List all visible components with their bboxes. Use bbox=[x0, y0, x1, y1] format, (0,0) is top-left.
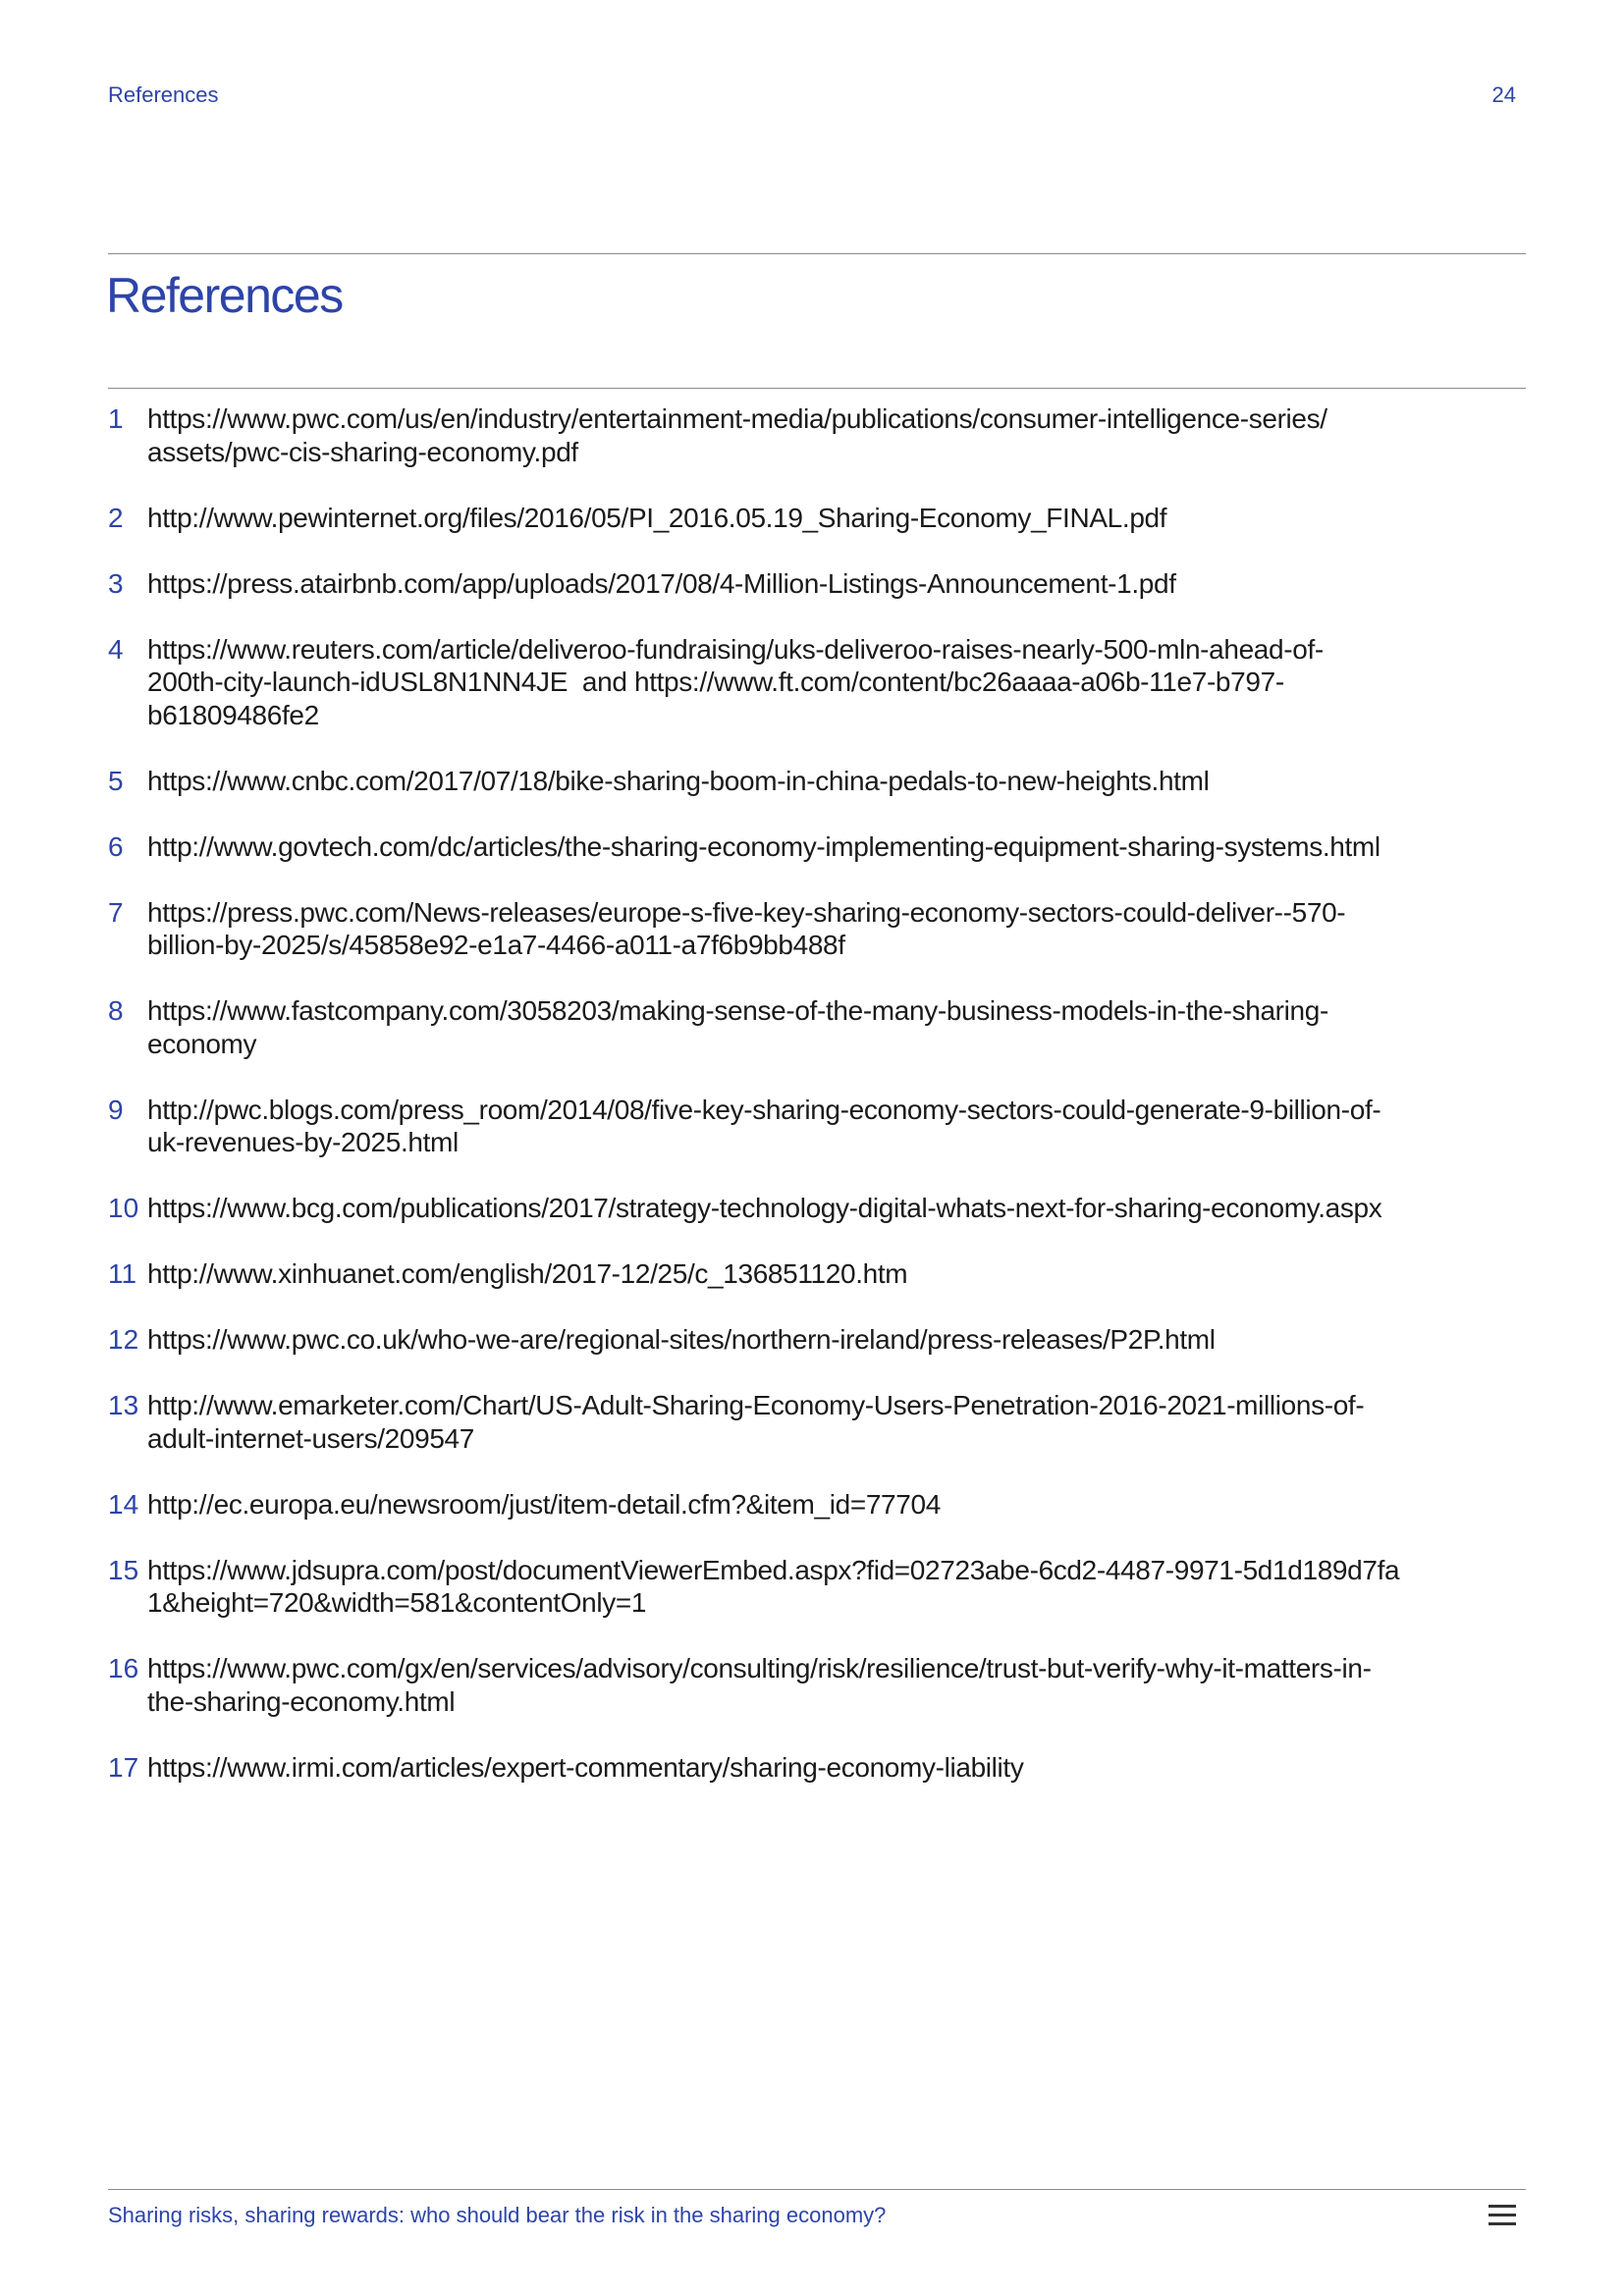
reference-item bbox=[108, 830, 1526, 864]
reference-link[interactable]: https://www.pwc.com/us/en/industry/entertainment-media/publications/consumer-intelligence-series/ assets/pwc-cis-sharing-economy.pdf bbox=[147, 403, 1327, 467]
reference-link[interactable]: https://press.pwc.com/News-releases/europe-s-five-key-sharing-economy-sectors-could-deliver--570- billion-by-2025/s/45858e92-e1a7-4466-a011-a7f6b9bb488f bbox=[147, 896, 1346, 960]
reference-item bbox=[108, 994, 1526, 1060]
reference-link[interactable]: http://www.govtech.com/dc/articles/the-sharing-economy-implementing-equipment-sharing-systems.html bbox=[147, 830, 1380, 862]
reference-item bbox=[108, 1652, 1526, 1718]
reference-number: 9 bbox=[108, 1094, 124, 1125]
top-divider bbox=[108, 253, 1526, 254]
reference-link[interactable]: https://www.jdsupra.com/post/documentViewerEmbed.aspx?fid=02723abe-6cd2-4487-9971-5d1d189d7fa 1&height=720&width=581&contentOnly=1 bbox=[147, 1554, 1400, 1618]
reference-link[interactable]: https://www.bcg.com/publications/2017/strategy-technology-digital-whats-next-for-sharing-economy.aspx bbox=[147, 1193, 1382, 1223]
reference-number: 14 bbox=[108, 1488, 139, 1520]
reference-item bbox=[108, 765, 1526, 798]
reference-number: 4 bbox=[108, 633, 124, 665]
footer-document-title: Sharing risks, sharing rewards: who should bear the risk in the sharing economy? bbox=[108, 2203, 887, 2227]
page-title: References bbox=[106, 268, 343, 323]
reference-item bbox=[108, 402, 1526, 468]
reference-number: 8 bbox=[108, 995, 124, 1026]
reference-link[interactable]: https://www.irmi.com/articles/expert-commentary/sharing-economy-liability bbox=[147, 1751, 1024, 1783]
reference-link[interactable]: http://www.xinhuanet.com/english/2017-12/25/c_136851120.htm bbox=[147, 1258, 908, 1289]
reference-item bbox=[108, 502, 1526, 535]
reference-number: 11 bbox=[108, 1258, 137, 1289]
hamburger-menu-icon[interactable] bbox=[1489, 2205, 1516, 2226]
footer-divider bbox=[108, 2189, 1526, 2190]
reference-link[interactable]: https://www.reuters.com/article/deliveroo-fundraising/uks-deliveroo-raises-nearly-500-mln-ahead-of- 200th-city-launch-idUSL8N1NN4JE and https://www.ft.com/content/bc26aaaa-a06b-11e7-b797- b61809486fe2 bbox=[147, 633, 1324, 730]
reference-item bbox=[108, 1192, 1526, 1225]
reference-item bbox=[108, 1751, 1526, 1785]
reference-item bbox=[108, 1389, 1526, 1455]
reference-number: 2 bbox=[108, 502, 124, 533]
reference-item bbox=[108, 633, 1526, 732]
reference-number: 15 bbox=[108, 1554, 139, 1585]
reference-number: 5 bbox=[108, 765, 124, 796]
running-header-section: References bbox=[108, 82, 219, 107]
reference-item bbox=[108, 1094, 1526, 1159]
reference-link[interactable]: https://www.pwc.com/gx/en/services/advisory/consulting/risk/resilience/trust-but-verify-why-it-matters-in- the-sharing-economy.html bbox=[147, 1653, 1372, 1717]
reference-number: 3 bbox=[108, 567, 124, 599]
title-divider bbox=[108, 388, 1526, 389]
reference-number: 12 bbox=[108, 1324, 139, 1355]
reference-number: 6 bbox=[108, 830, 124, 862]
reference-link[interactable]: http://pwc.blogs.com/press_room/2014/08/five-key-sharing-economy-sectors-could-generate-9-billion-of- uk-revenues-by-2025.html bbox=[147, 1094, 1381, 1157]
reference-link[interactable]: https://www.cnbc.com/2017/07/18/bike-sharing-boom-in-china-pedals-to-new-heights.html bbox=[147, 765, 1210, 796]
reference-link[interactable]: https://press.atairbnb.com/app/uploads/2017/08/4-Million-Listings-Announcement-1.pdf bbox=[147, 567, 1176, 599]
reference-number: 7 bbox=[108, 896, 124, 928]
reference-number: 1 bbox=[108, 403, 124, 434]
reference-list bbox=[108, 402, 1526, 1817]
reference-number: 17 bbox=[108, 1751, 139, 1783]
reference-link[interactable]: https://www.pwc.co.uk/who-we-are/regional-sites/northern-ireland/press-releases/P2P.html bbox=[147, 1324, 1216, 1355]
reference-item bbox=[108, 1323, 1526, 1357]
page-number: 24 bbox=[1491, 82, 1516, 107]
reference-number: 16 bbox=[108, 1653, 139, 1683]
reference-item bbox=[108, 1488, 1526, 1522]
reference-item bbox=[108, 567, 1526, 601]
reference-link[interactable]: http://ec.europa.eu/newsroom/just/item-detail.cfm?&item_id=77704 bbox=[147, 1488, 941, 1520]
reference-number: 10 bbox=[108, 1193, 139, 1223]
reference-item bbox=[108, 1554, 1526, 1620]
reference-number: 13 bbox=[108, 1390, 139, 1420]
reference-link[interactable]: http://www.emarketer.com/Chart/US-Adult-Sharing-Economy-Users-Penetration-2016-2021-millions-of- adult-internet-users/209547 bbox=[147, 1390, 1365, 1454]
reference-link[interactable]: https://www.fastcompany.com/3058203/making-sense-of-the-many-business-models-in-the-sharing- economy bbox=[147, 995, 1328, 1059]
reference-item bbox=[108, 1257, 1526, 1291]
reference-link[interactable]: http://www.pewinternet.org/files/2016/05/PI_2016.05.19_Sharing-Economy_FINAL.pdf bbox=[147, 502, 1167, 533]
reference-item bbox=[108, 896, 1526, 962]
